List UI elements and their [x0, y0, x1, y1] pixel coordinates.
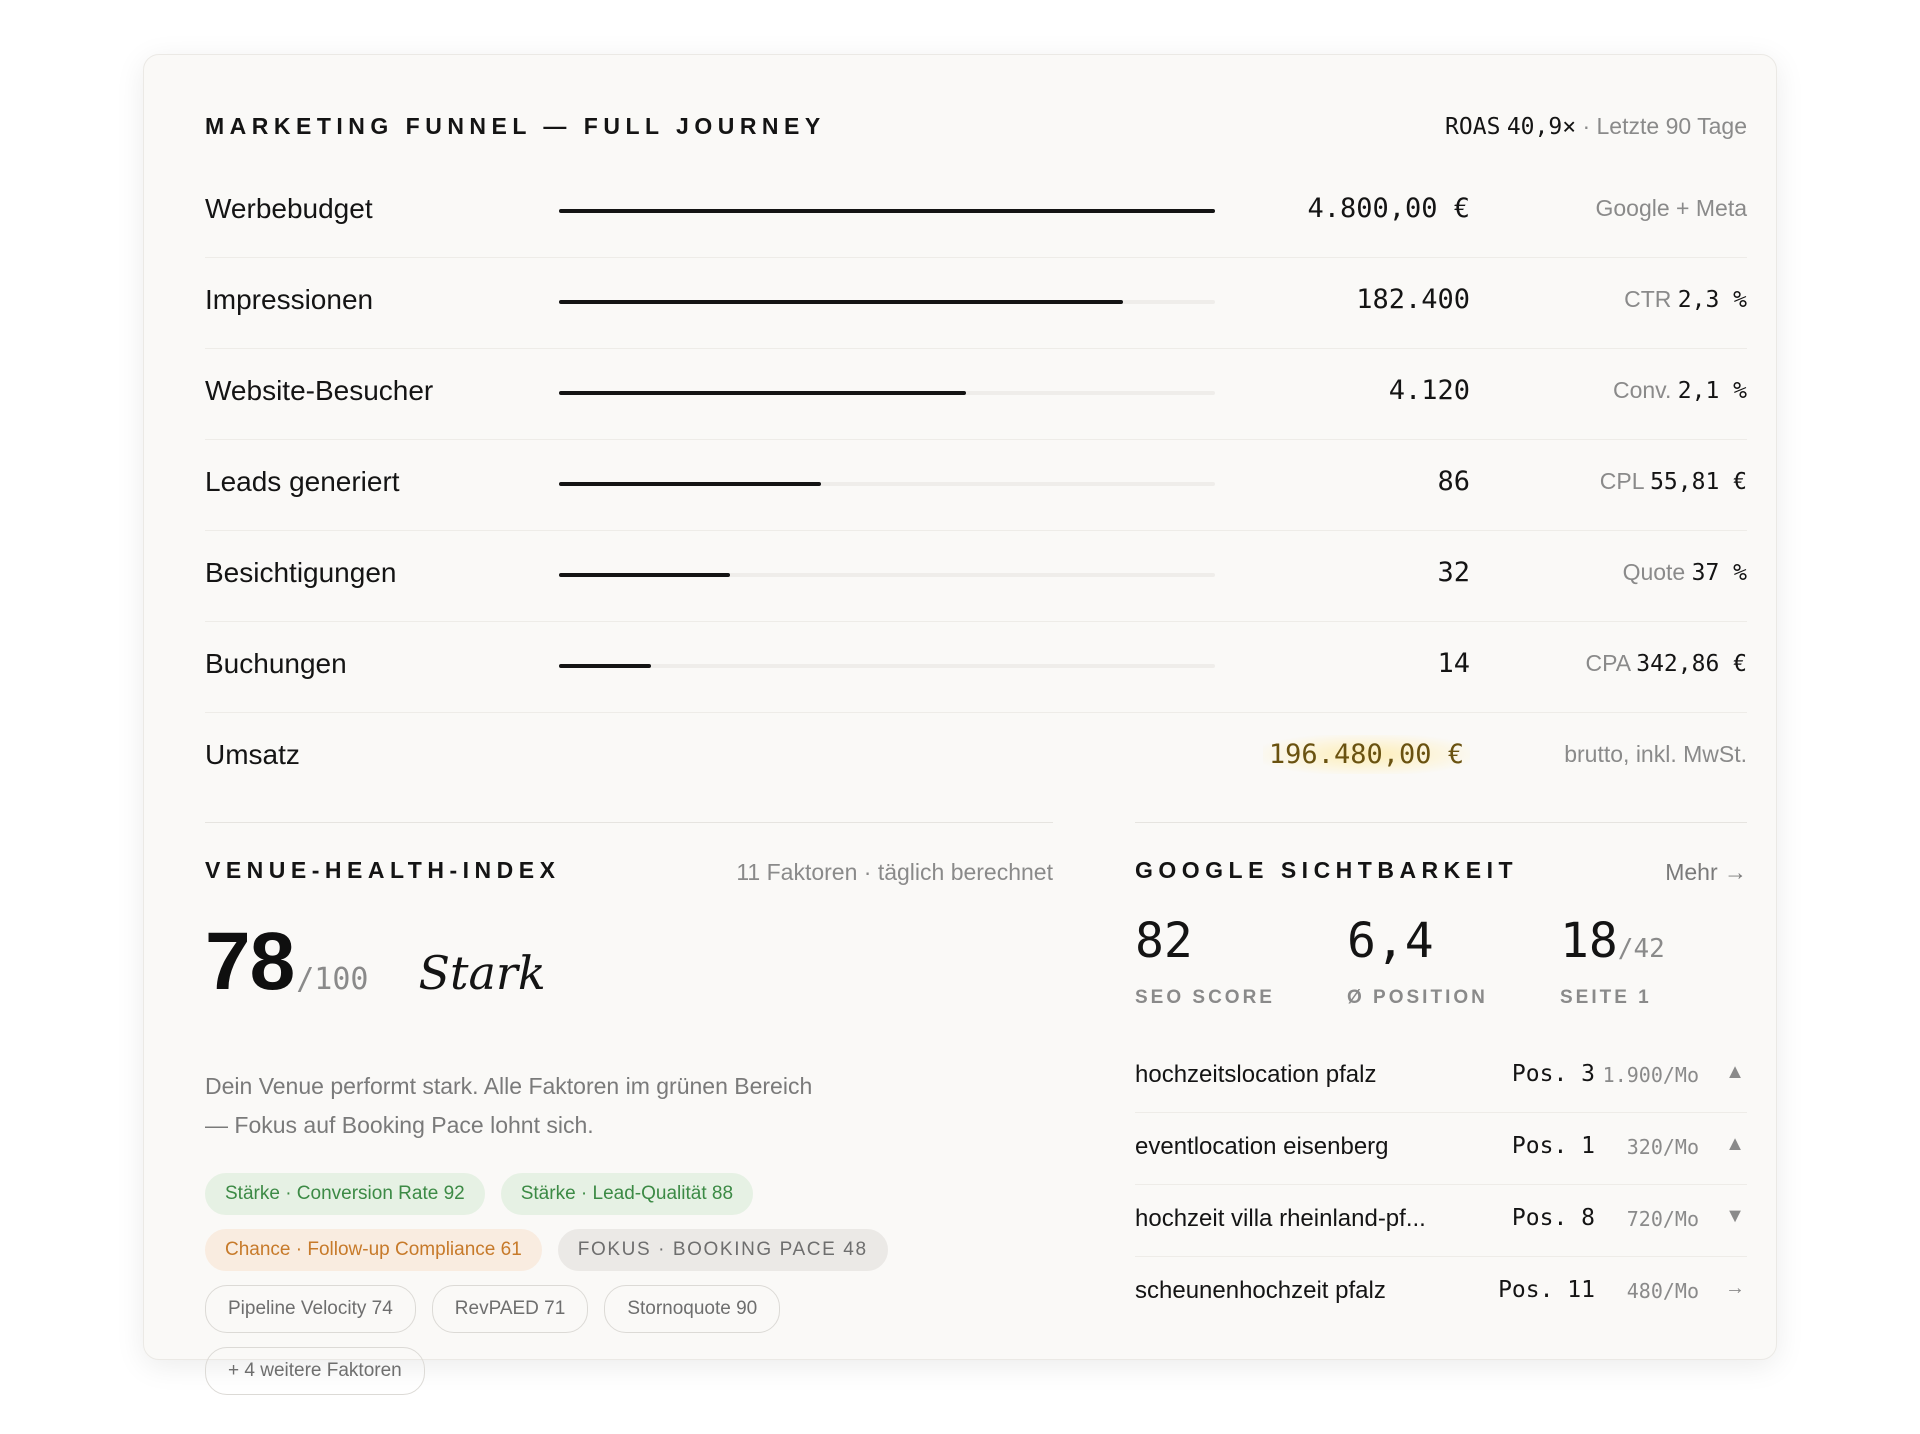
- funnel-row-label: Besichtigungen: [205, 557, 397, 588]
- chip-focus-booking-pace[interactable]: FOKUS · BOOKING PACE 48: [558, 1229, 888, 1271]
- health-score-value: 78: [205, 916, 295, 1007]
- meta-number: 2,3 %: [1677, 287, 1747, 313]
- keyword-row[interactable]: [1135, 1041, 1747, 1113]
- funnel-row-label: Leads generiert: [205, 466, 400, 497]
- kpi-value: 82: [1135, 913, 1193, 969]
- chip-stornoquote[interactable]: Stornoquote 90: [604, 1285, 780, 1333]
- keyword-volume: 1.900/Mo: [1602, 1063, 1699, 1087]
- funnel-bar-fill: [559, 391, 966, 395]
- revenue-value: 196.480,00 €: [1263, 735, 1470, 774]
- meta-text: brutto, inkl. MwSt.: [1564, 741, 1747, 767]
- factor-chips: [205, 1173, 1053, 1409]
- meta-number: 2,1 %: [1677, 378, 1747, 404]
- funnel-bar-fill: [559, 209, 1215, 213]
- funnel-bar-track: [559, 209, 1215, 213]
- chip-row: [205, 1347, 1053, 1395]
- kpi-label: SEITE 1: [1560, 987, 1652, 1008]
- trend-down-icon: ▼: [1725, 1205, 1745, 1227]
- funnel-row-label: Impressionen: [205, 284, 374, 315]
- kpi-page-one: [1560, 913, 1665, 1008]
- funnel-row-meta: [1624, 286, 1747, 313]
- funnel-bar-track: [559, 391, 1215, 395]
- funnel-row-impressionen: [205, 258, 1747, 349]
- meta-text: CTR: [1624, 286, 1672, 312]
- funnel-bar-fill: [559, 300, 1123, 304]
- funnel-title: MARKETING FUNNEL — FULL JOURNEY: [205, 113, 826, 139]
- health-rating: Stark: [418, 946, 546, 1000]
- funnel-bar-track: [559, 664, 1215, 668]
- funnel-row-meta: [1613, 377, 1747, 404]
- roas-summary: [1445, 113, 1747, 140]
- trend-up-icon: ▲: [1725, 1133, 1745, 1155]
- funnel-row-werbebudget: [205, 167, 1747, 258]
- health-score: [205, 915, 546, 1009]
- funnel-row-value: 182.400: [1356, 284, 1470, 315]
- google-title: GOOGLE SICHTBARKEIT: [1135, 857, 1519, 883]
- keyword-volume: 480/Mo: [1626, 1279, 1699, 1303]
- seo-kpis: [1135, 913, 1747, 1013]
- keyword-volume: 720/Mo: [1626, 1207, 1699, 1231]
- funnel-bar-fill: [559, 573, 730, 577]
- funnel-row-meta: [1564, 741, 1747, 768]
- more-link[interactable]: Mehr →: [1665, 859, 1747, 885]
- meta-number: 37 %: [1691, 560, 1747, 586]
- meta-number: 55,81 €: [1650, 469, 1747, 495]
- health-description: Dein Venue performt stark. Alle Faktoren im grünen Bereich — Fokus auf Booking Pace lohnt sich.: [205, 1073, 813, 1138]
- health-meta: 11 Faktoren · täglich berechnet: [736, 859, 1053, 885]
- funnel-row-meta: [1595, 195, 1747, 222]
- funnel-row-label: Umsatz: [205, 739, 300, 770]
- meta-text: Quote: [1622, 559, 1686, 585]
- meta-text: Conv.: [1612, 377, 1672, 403]
- keyword-term: hochzeit villa rheinland-pf...: [1135, 1205, 1426, 1232]
- funnel-bar-track: [559, 482, 1215, 486]
- funnel-row-besichtigungen: [205, 531, 1747, 622]
- section-divider: [1135, 822, 1747, 823]
- funnel-row-website-besucher: [205, 349, 1747, 440]
- health-score-max: /100: [296, 962, 369, 997]
- funnel-row-value: 86: [1437, 466, 1470, 497]
- chip-revpaed[interactable]: RevPAED 71: [432, 1285, 589, 1333]
- keyword-list: [1135, 1041, 1747, 1328]
- roas-period: · Letzte 90 Tage: [1582, 113, 1747, 139]
- chip-chance-followup[interactable]: Chance · Follow-up Compliance 61: [205, 1229, 542, 1271]
- funnel-row-label: Website-Besucher: [205, 375, 434, 406]
- funnel-row-value: 4.120: [1388, 375, 1470, 406]
- meta-text: Google + Meta: [1595, 195, 1747, 221]
- funnel-bar-fill: [559, 482, 821, 486]
- keyword-position: Pos. 3: [1511, 1061, 1595, 1087]
- kpi-avg-position: [1347, 913, 1488, 1008]
- keyword-term: eventlocation eisenberg: [1135, 1133, 1389, 1160]
- funnel-row-value: 4.800,00 €: [1307, 193, 1470, 224]
- keyword-position: Pos. 8: [1511, 1205, 1595, 1231]
- section-divider: [205, 822, 1053, 823]
- kpi-value: 6,4: [1347, 913, 1434, 969]
- kpi-label: SEO SCORE: [1135, 987, 1275, 1008]
- kpi-seo-score: [1135, 913, 1275, 1008]
- keyword-volume: 320/Mo: [1626, 1135, 1699, 1159]
- chip-row: [205, 1229, 1053, 1271]
- meta-text: CPA: [1585, 650, 1630, 676]
- trend-up-icon: ▲: [1725, 1061, 1745, 1083]
- chip-strength-lead-quality[interactable]: Stärke · Lead-Qualität 88: [501, 1173, 753, 1215]
- chip-row: [205, 1173, 1053, 1215]
- keyword-position: Pos. 11: [1498, 1277, 1595, 1303]
- funnel-table: [205, 167, 1747, 803]
- funnel-row-buchungen: [205, 622, 1747, 713]
- funnel-row-label: Buchungen: [205, 648, 347, 679]
- health-title: VENUE-HEALTH-INDEX: [205, 857, 561, 883]
- keyword-row[interactable]: [1135, 1257, 1747, 1328]
- chip-strength-conversion[interactable]: Stärke · Conversion Rate 92: [205, 1173, 485, 1215]
- keyword-position: Pos. 1: [1511, 1133, 1595, 1159]
- keyword-row[interactable]: [1135, 1113, 1747, 1185]
- kpi-label: Ø POSITION: [1347, 987, 1488, 1008]
- kpi-value: 18: [1560, 913, 1618, 969]
- keyword-term: hochzeitslocation pfalz: [1135, 1061, 1377, 1088]
- funnel-bar-track: [559, 573, 1215, 577]
- trend-flat-icon: →: [1725, 1277, 1745, 1299]
- keyword-row[interactable]: [1135, 1185, 1747, 1257]
- keyword-term: scheunenhochzeit pfalz: [1135, 1277, 1386, 1304]
- funnel-row-meta: [1623, 559, 1747, 586]
- funnel-bar-track: [559, 300, 1215, 304]
- chip-row: [205, 1285, 1053, 1333]
- roas-value: 40,9×: [1506, 114, 1577, 140]
- more-factors-button[interactable]: + 4 weitere Faktoren: [205, 1347, 425, 1395]
- funnel-row-leads: [205, 440, 1747, 531]
- funnel-row-meta: [1600, 468, 1747, 495]
- funnel-row-value: 32: [1437, 557, 1470, 588]
- funnel-row-label: Werbebudget: [205, 193, 373, 224]
- kpi-sub: /42: [1617, 934, 1665, 964]
- funnel-row-umsatz: [205, 713, 1747, 803]
- meta-number: 342,86 €: [1636, 651, 1747, 677]
- chip-pipeline-velocity[interactable]: Pipeline Velocity 74: [205, 1285, 416, 1333]
- meta-text: CPL: [1599, 468, 1644, 494]
- funnel-row-meta: [1586, 650, 1748, 677]
- funnel-row-value: 14: [1437, 648, 1470, 679]
- funnel-bar-fill: [559, 664, 651, 668]
- dashboard-card: [143, 54, 1777, 1381]
- roas-label: ROAS: [1445, 114, 1501, 140]
